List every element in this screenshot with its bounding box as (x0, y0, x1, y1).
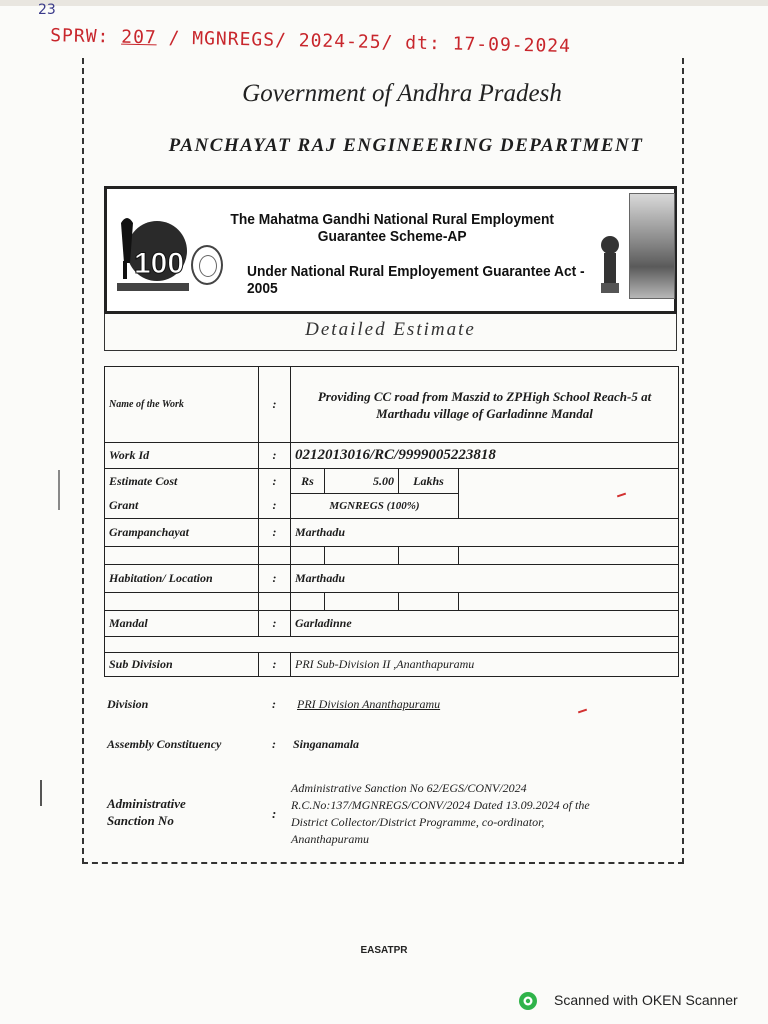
leaders-photo (629, 193, 675, 299)
logo-100-text: 100 (133, 247, 185, 280)
empty-cell (259, 593, 291, 611)
national-emblem-icon (599, 235, 621, 297)
empty-cell (459, 547, 679, 565)
table-row-work-id (105, 443, 679, 469)
admin-sanction-line-1: Administrative Sanction No 62/EGS/CONV/2024 (291, 781, 527, 795)
table-row-mandal (105, 611, 679, 637)
colon: : (259, 611, 291, 637)
table-row-habitation (105, 565, 679, 593)
table-row-estimate-cost (105, 469, 679, 494)
empty-cell (105, 593, 259, 611)
department-title: PANCHAYAT RAJ ENGINEERING DEPARTMENT (168, 135, 644, 156)
scan-edge-mark (40, 780, 42, 806)
admin-sanction-line-3: District Collector/District Programme, co-ordinator, (291, 815, 545, 829)
estimate-details-table (104, 366, 679, 677)
value-habitation: Marthadu (291, 565, 679, 593)
colon: : (259, 519, 291, 547)
value-name-of-work: Providing CC road from Maszid to ZPHigh School Reach-5 at Marthadu village of Garladinne Mandal (291, 367, 679, 443)
value-division: PRI Division Ananthapuramu (297, 697, 441, 711)
handwritten-prefix: SPRW: (49, 25, 110, 48)
empty-cell (259, 547, 291, 565)
empty-cell (105, 637, 679, 653)
empty-cell (459, 469, 679, 519)
scanner-text: Scanned with OKEN Scanner (554, 992, 738, 1008)
label-grant: Grant (105, 494, 259, 519)
value-admin-sanction (291, 780, 671, 848)
empty-cell (291, 593, 325, 611)
detailed-estimate-title: Detailed Estimate (104, 314, 677, 351)
table-row-grampanchayat (105, 519, 679, 547)
value-grampanchayat: Marthadu (291, 519, 679, 547)
empty-cell (399, 593, 459, 611)
empty-cell (399, 547, 459, 565)
footer-code: EASATPR (360, 945, 408, 956)
mgnregs-100-logo-icon (113, 203, 191, 299)
label-division: Division (107, 697, 149, 711)
value-cost-amount: 5.00 (325, 469, 399, 494)
colon: : (259, 653, 291, 677)
label-grampanchayat: Grampanchayat (105, 519, 259, 547)
handwritten-body: / MGNREGS/ 2024-25/ dt: 17-09-2024 (168, 27, 572, 57)
colon: : (259, 367, 291, 443)
label-estimate-cost: Estimate Cost (105, 469, 259, 494)
value-assembly: Singanamala (293, 737, 360, 751)
label-assembly: Assembly Constituency (107, 737, 222, 751)
empty-cell (291, 547, 325, 565)
label-name-of-work: Name of the Work (105, 367, 259, 443)
admin-sanction-line-2: R.C.No:137/MGNREGS/CONV/2024 Dated 13.09.2024 of the (291, 798, 590, 812)
government-title: Government of Andhra Pradesh (242, 80, 562, 107)
value-work-id: 0212013016/RC/9999005223818 (291, 443, 679, 469)
scan-edge-mark (58, 470, 60, 510)
value-cost-unit: Lakhs (399, 469, 459, 494)
colon: : (259, 443, 291, 469)
table-row-spacer (105, 593, 679, 611)
colon: : (259, 494, 291, 519)
corner-handwritten-number: 23 (38, 2, 56, 18)
banner-act-line: Under National Rural Employement Guarantee Act - 2005 (247, 263, 585, 297)
label-sub-division: Sub Division (105, 653, 259, 677)
handwritten-number: 207 (121, 26, 157, 49)
empty-cell (105, 547, 259, 565)
empty-cell (325, 547, 399, 565)
value-mandal: Garladinne (291, 611, 679, 637)
admin-sanction-line-4: Ananthapuramu (291, 832, 369, 846)
label-work-id: Work Id (105, 443, 259, 469)
colon: : (259, 565, 291, 593)
table-row-name-of-work (105, 367, 679, 443)
label-habitation: Habitation/ Location (105, 565, 259, 593)
oken-scanner-logo-icon (518, 991, 538, 1011)
state-seal-icon (191, 245, 223, 285)
colon: : (272, 806, 277, 821)
label-admin-sanction-1: Administrative (107, 796, 186, 811)
empty-cell (459, 593, 679, 611)
table-row-sub-division (105, 653, 679, 677)
colon: : (259, 469, 291, 494)
value-sub-division: PRI Sub-Division II ,Ananthapuramu (291, 653, 679, 677)
mgnregs-banner (104, 186, 677, 314)
table-row-spacer (105, 637, 679, 653)
banner-scheme-line: The Mahatma Gandhi National Rural Employment Guarantee Scheme-AP (230, 211, 554, 245)
value-currency: Rs (291, 469, 325, 494)
empty-cell (325, 593, 399, 611)
label-mandal: Mandal (105, 611, 259, 637)
table-row-spacer (105, 547, 679, 565)
value-grant: MGNREGS (100%) (291, 494, 459, 519)
colon: : (272, 737, 276, 751)
scan-top-strip (0, 0, 768, 6)
colon: : (272, 697, 276, 711)
label-admin-sanction-2: Sanction No (107, 813, 174, 828)
